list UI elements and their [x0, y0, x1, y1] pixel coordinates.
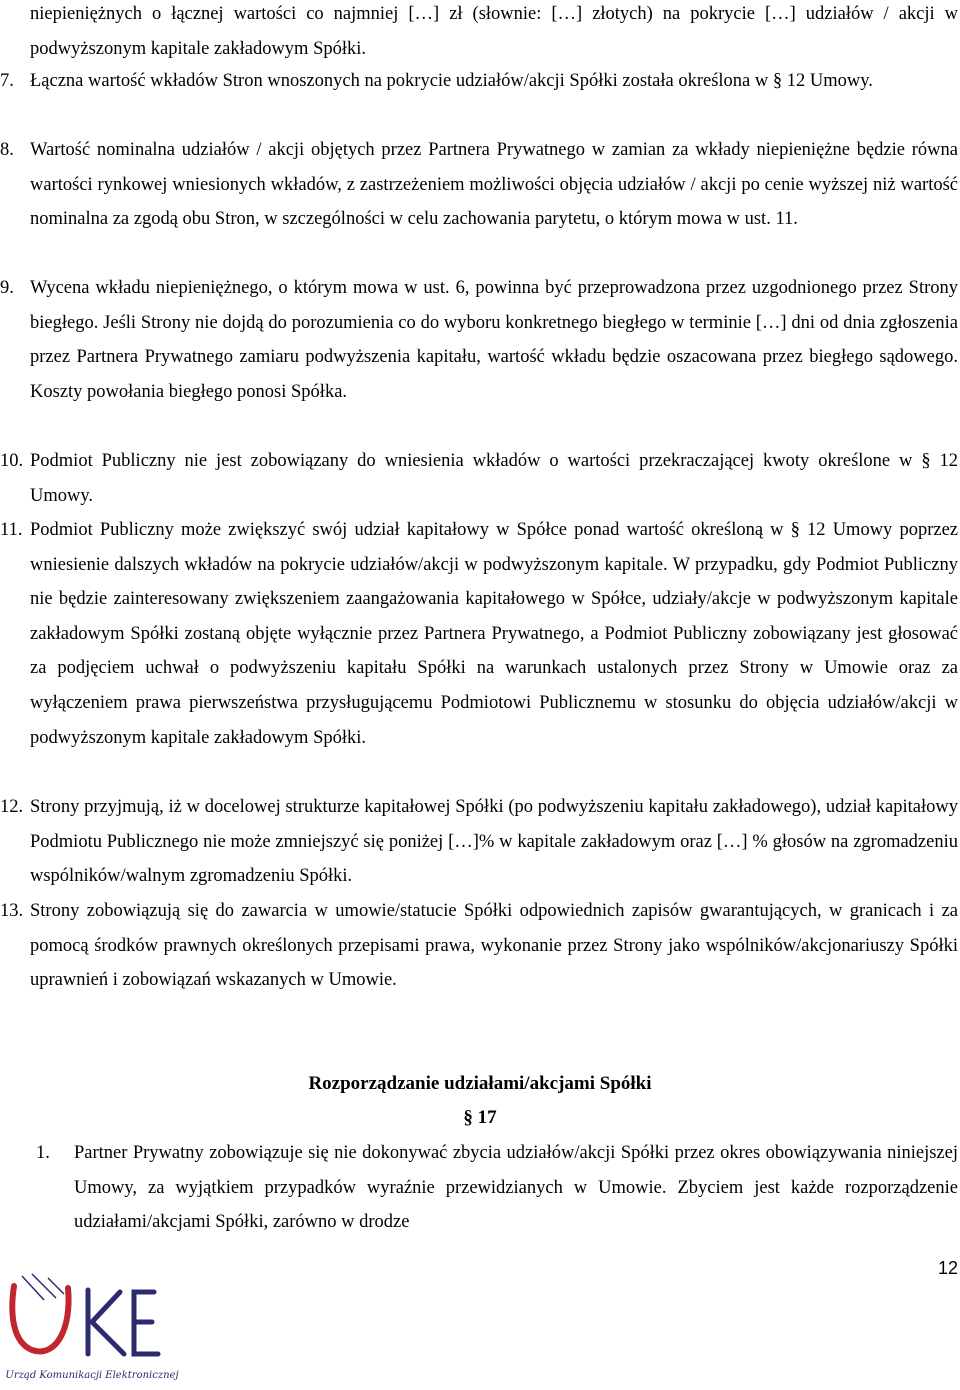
svg-text:Urząd Komunikacji Elektroniczn: Urząd Komunikacji Elektronicznej [5, 1370, 179, 1381]
list-text: Podmiot Publiczny może zwiększyć swój udział kapitałowy w Spółce ponad wartość określoną w § 12 Umowy poprzez wniesienie dalszych wkładów na pokrycie udziałów/akcji w podwyższonym kapitale. W przypadku, gdy Podmiot Publiczny nie będzie zainteresowany zwiększeniem zaangażowania kapitałowego w Spółce, udziały/akcje w podwyższonym kapitale zakładowym Spółki zostaną objęte wyłącznie przez Partnera Prywatnego, a Podmiot Publiczny zobowiązany jest głosować za podjęciem uchwał o podwyższeniu kapitału Spółki na warunkach ustalonych przez Strony w Umowie oraz za wyłączeniem prawa pierwszeństwa przysługującemu Podmiotowi Publicznemu w stosunku do objęcia udziałów/akcji w podwyższonym kapitale zakładowym Spółki. [30, 520, 958, 748]
list-item-7 [0, 64, 958, 99]
list-text: Podmiot Publiczny nie jest zobowiązany do wniesienia wkładów o wartości przekraczającej kwoty określone w § 12 Umowy. [30, 451, 958, 506]
list-item-11 [0, 513, 958, 755]
list-text: Partner Prywatny zobowiązuje się nie dokonywać zbycia udziałów/akcji Spółki przez okres obowiązywania niniejszej Umowy, za wyjątkiem przypadków wyraźnie przewidzianych w Umowie. Zbyciem jest każde rozporządzenie udziałami/akcjami Spółki, zarówno w drodze [74, 1143, 958, 1233]
section-title: Rozporządzanie udziałami/akcjami Spółki [308, 1073, 652, 1094]
list-text: Wartość nominalna udziałów / akcji objętych przez Partnera Prywatnego w zamian za wkłady niepieniężne będzie równa wartości rynkowej wniesionych wkładów, z zastrzeżeniem możliwości objęcia udziałów / akcji po cenie wyższej niż wartość nominalna za zgodą obu Stron, w szczególności w celu zachowania parytetu, o którym mowa w ust. 11. [30, 140, 958, 230]
list-text: Strony zobowiązują się do zawarcia w umowie/statucie Spółki odpowiednich zapisów gwarantujących, w granicach i za pomocą środków prawnych określonych przepisami prawa, wykonanie przez Strony jako wspólników/akcjonariuszy Spółki uprawnień i zobowiązań wskazanych w Umowie. [30, 901, 958, 991]
section-list-item-1 [36, 1136, 958, 1240]
list-text: Łączna wartość wkładów Stron wnoszonych na pokrycie udziałów/akcji Spółki została określona w § 12 Umowy. [30, 71, 873, 91]
section-number: § 17 [463, 1107, 497, 1128]
intro-paragraph: niepieniężnych o łącznej wartości co najmniej […] zł (słownie: […] złotych) na pokrycie […] udziałów / akcji w podwyższonym kapitale zakładowym Spółki. [30, 4, 958, 59]
list-text: Strony przyjmują, iż w docelowej strukturze kapitałowej Spółki (po podwyższeniu kapitału zakładowego), udział kapitałowy Podmiotu Publicznego nie może zmniejszyć się poniżej […]% w kapitale zakładowym oraz […] % głosów na zgromadzeniu wspólników/walnym zgromadzeniu Spółki. [30, 797, 958, 887]
page-number: 12 [937, 1258, 958, 1278]
uke-logo [2, 1272, 182, 1388]
list-number: 11. [0, 520, 23, 540]
list-number: 1. [36, 1143, 50, 1163]
list-item-9 [0, 271, 958, 409]
list-text: Wycena wkładu niepieniężnego, o którym mowa w ust. 6, powinna być przeprowadzona przez uzgodnionego przez Strony biegłego. Jeśli Strony nie dojdą do porozumienia co do wyboru konkretnego biegłego w terminie […] dni od dnia zgłoszenia przez Partnera Prywatnego zamiaru podwyższenia kapitału, wartość wkładu będzie oszacowana przez biegłego sądowego. Koszty powołania biegłego ponosi Spółka. [30, 278, 958, 402]
list-item-10 [0, 444, 958, 513]
list-number: 12. [0, 797, 24, 817]
list-item-12 [0, 790, 958, 894]
list-number: 9. [0, 278, 14, 298]
list-number: 10. [0, 451, 24, 471]
list-number: 7. [0, 71, 14, 91]
list-item-8 [0, 133, 958, 237]
list-item-13 [0, 894, 958, 998]
list-number: 13. [0, 901, 24, 921]
list-number: 8. [0, 140, 14, 160]
